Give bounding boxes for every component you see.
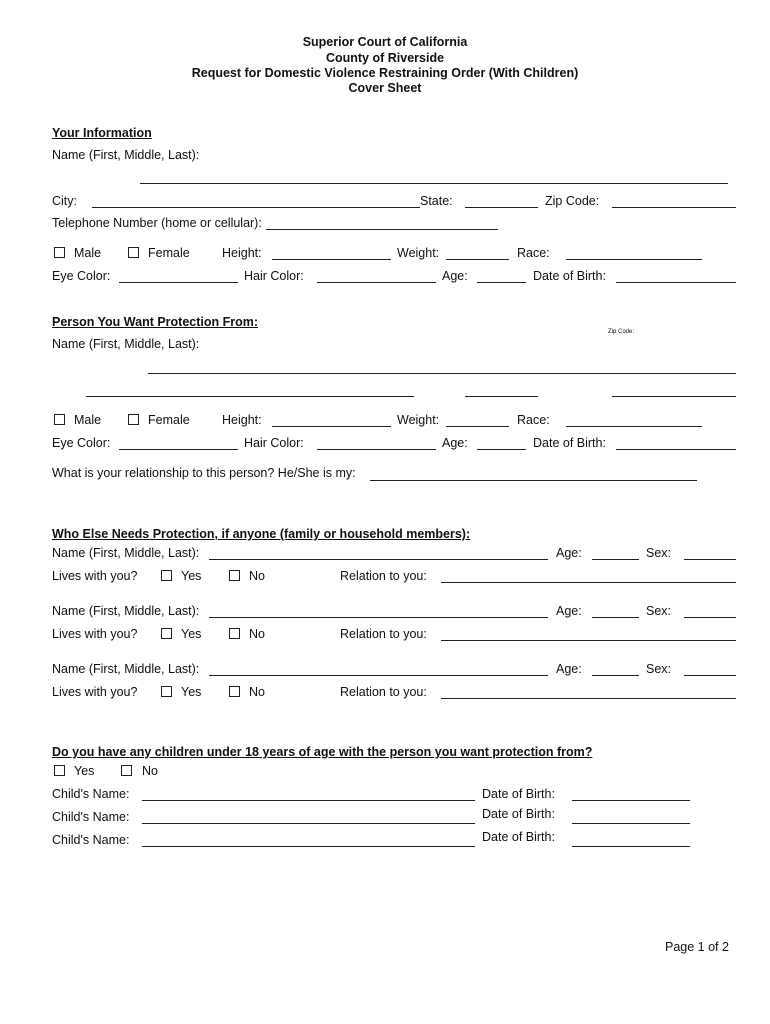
children-no-label: No (142, 764, 158, 778)
form-subtitle: Cover Sheet (348, 81, 422, 95)
your-race-field[interactable] (566, 259, 702, 260)
your-male-label: Male (74, 246, 102, 260)
other-lives-yes-label: Yes (181, 627, 202, 641)
other-name-label: Name (First, Middle, Last): (52, 662, 200, 676)
protection-eye-label: Eye Color: (52, 436, 111, 450)
other-lives-yes-checkbox[interactable] (161, 628, 172, 639)
other-sex-field[interactable] (684, 617, 736, 618)
protection-weight-label: Weight: (397, 413, 440, 427)
your-age-field[interactable] (477, 282, 526, 283)
your-phone-label: Telephone Number (home or cellular): (52, 216, 262, 230)
child-dob-field[interactable] (572, 823, 690, 824)
other-name-field[interactable] (209, 675, 548, 676)
other-lives-label: Lives with you? (52, 627, 138, 641)
your-zip-label: Zip Code: (545, 194, 600, 208)
protection-eye-field[interactable] (119, 449, 238, 450)
protection-from-heading: Person You Want Protection From: (52, 315, 259, 329)
your-hair-field[interactable] (317, 282, 436, 283)
other-lives-no-label: No (249, 569, 265, 583)
other-name-field[interactable] (209, 617, 548, 618)
your-name-label: Name (First, Middle, Last): (52, 148, 200, 162)
child-name-field[interactable] (142, 846, 475, 847)
other-lives-no-label: No (249, 627, 265, 641)
your-weight-field[interactable] (446, 259, 509, 260)
protection-race-field[interactable] (566, 426, 702, 427)
protection-hair-field[interactable] (317, 449, 436, 450)
child-name-label: Child's Name: (52, 810, 130, 824)
child-dob-field[interactable] (572, 800, 690, 801)
your-zip-field[interactable] (612, 207, 736, 208)
protection-dob-field[interactable] (616, 449, 736, 450)
your-eye-label: Eye Color: (52, 269, 111, 283)
other-lives-yes-label: Yes (181, 569, 202, 583)
protection-age-field[interactable] (477, 449, 526, 450)
other-relation-label: Relation to you: (340, 685, 427, 699)
protection-male-checkbox[interactable] (54, 414, 65, 425)
your-female-checkbox[interactable] (128, 247, 139, 258)
child-dob-field[interactable] (572, 846, 690, 847)
other-age-field[interactable] (592, 617, 639, 618)
protection-zip-small-label: Zip Code: (608, 329, 635, 335)
protection-zip-field[interactable] (612, 396, 736, 397)
your-height-field[interactable] (272, 259, 391, 260)
your-phone-field[interactable] (266, 229, 498, 230)
protection-height-field[interactable] (272, 426, 391, 427)
other-lives-no-checkbox[interactable] (229, 628, 240, 639)
other-sex-field[interactable] (684, 675, 736, 676)
other-relation-label: Relation to you: (340, 627, 427, 641)
your-state-label: State: (420, 194, 453, 208)
your-city-label: City: (52, 194, 77, 208)
your-weight-label: Weight: (397, 246, 440, 260)
protection-city-field[interactable] (86, 396, 414, 397)
protection-dob-label: Date of Birth: (533, 436, 606, 450)
others-heading: Who Else Needs Protection, if anyone (family or household members): (52, 527, 471, 541)
protection-age-label: Age: (442, 436, 468, 450)
other-lives-yes-checkbox[interactable] (161, 570, 172, 581)
other-relation-field[interactable] (441, 582, 736, 583)
other-name-label: Name (First, Middle, Last): (52, 604, 200, 618)
your-hair-label: Hair Color: (244, 269, 304, 283)
child-name-field[interactable] (142, 823, 475, 824)
other-age-label: Age: (556, 604, 582, 618)
your-city-field[interactable] (92, 207, 420, 208)
other-name-field[interactable] (209, 559, 548, 560)
other-lives-no-label: No (249, 685, 265, 699)
other-lives-label: Lives with you? (52, 685, 138, 699)
relationship-field[interactable] (370, 480, 697, 481)
other-lives-yes-label: Yes (181, 685, 202, 699)
children-yes-label: Yes (74, 764, 95, 778)
other-age-label: Age: (556, 546, 582, 560)
other-age-label: Age: (556, 662, 582, 676)
child-name-label: Child's Name: (52, 833, 130, 847)
child-dob-label: Date of Birth: (482, 787, 555, 801)
children-no-checkbox[interactable] (121, 765, 132, 776)
your-dob-label: Date of Birth: (533, 269, 606, 283)
other-relation-label: Relation to you: (340, 569, 427, 583)
page-number: Page 1 of 2 (665, 940, 729, 954)
child-name-label: Child's Name: (52, 787, 130, 801)
other-lives-label: Lives with you? (52, 569, 138, 583)
your-eye-field[interactable] (119, 282, 238, 283)
form-title: Request for Domestic Violence Restraining Order (With Children) (191, 66, 579, 80)
your-info-heading: Your Information (52, 126, 152, 140)
your-name-field[interactable] (140, 183, 728, 184)
your-age-label: Age: (442, 269, 468, 283)
other-sex-label: Sex: (646, 546, 672, 560)
your-male-checkbox[interactable] (54, 247, 65, 258)
other-relation-field[interactable] (441, 698, 736, 699)
your-female-label: Female (148, 246, 190, 260)
child-name-field[interactable] (142, 800, 475, 801)
protection-male-label: Male (74, 413, 102, 427)
protection-female-label: Female (148, 413, 190, 427)
other-sex-label: Sex: (646, 604, 672, 618)
your-race-label: Race: (517, 246, 550, 260)
other-relation-field[interactable] (441, 640, 736, 641)
children-yes-checkbox[interactable] (54, 765, 65, 776)
protection-weight-field[interactable] (446, 426, 509, 427)
child-dob-label: Date of Birth: (482, 807, 555, 821)
children-heading: Do you have any children under 18 years of age with the person you want protection from? (52, 745, 593, 759)
other-name-label: Name (First, Middle, Last): (52, 546, 200, 560)
child-dob-label: Date of Birth: (482, 830, 555, 844)
other-sex-label: Sex: (646, 662, 672, 676)
protection-height-label: Height: (222, 413, 262, 427)
protection-race-label: Race: (517, 413, 550, 427)
other-age-field[interactable] (592, 675, 639, 676)
other-lives-yes-checkbox[interactable] (161, 686, 172, 697)
your-height-label: Height: (222, 246, 262, 260)
protection-name-field[interactable] (148, 373, 736, 374)
other-age-field[interactable] (592, 559, 639, 560)
protection-female-checkbox[interactable] (128, 414, 139, 425)
protection-hair-label: Hair Color: (244, 436, 304, 450)
county-name: County of Riverside (325, 51, 445, 65)
your-dob-field[interactable] (616, 282, 736, 283)
other-lives-no-checkbox[interactable] (229, 570, 240, 581)
relationship-label: What is your relationship to this person? He/She is my: (52, 466, 356, 480)
other-sex-field[interactable] (684, 559, 736, 560)
other-lives-no-checkbox[interactable] (229, 686, 240, 697)
protection-name-label: Name (First, Middle, Last): (52, 337, 200, 351)
court-name: Superior Court of California (302, 35, 468, 49)
protection-state-field[interactable] (465, 396, 538, 397)
your-state-field[interactable] (465, 207, 538, 208)
